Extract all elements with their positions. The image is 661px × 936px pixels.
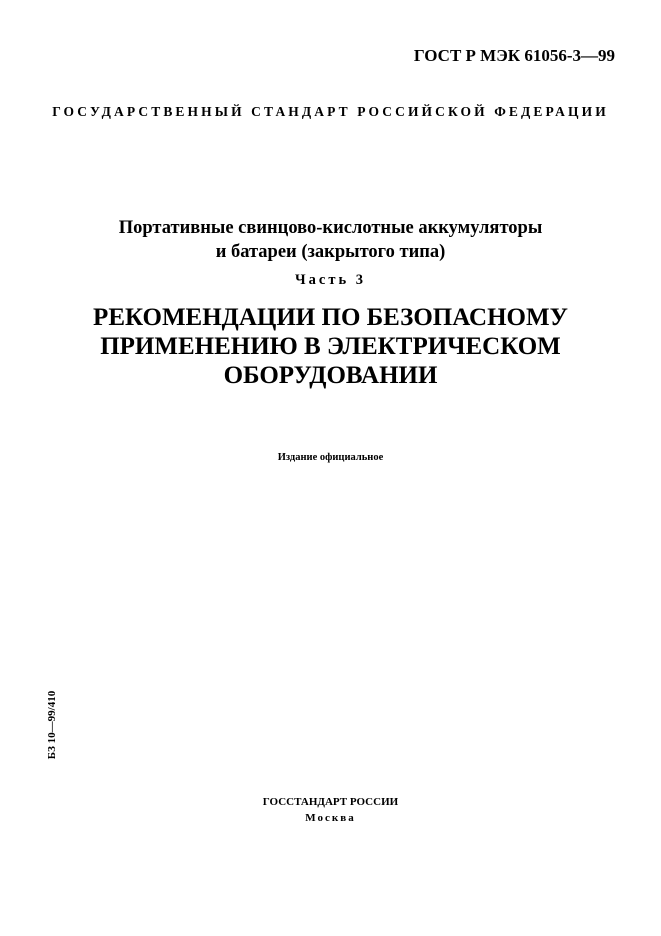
side-code: БЗ 10—99/410 xyxy=(46,690,58,760)
title-line: РЕКОМЕНДАЦИИ ПО БЕЗОПАСНОМУ xyxy=(93,304,568,331)
title-line: ОБОРУДОВАНИИ xyxy=(223,362,438,389)
standard-code: ГОСТ Р МЭК 61056-3—99 xyxy=(413,46,615,65)
title-line: ПРИМЕНЕНИЮ В ЭЛЕКТРИЧЕСКОМ xyxy=(100,333,561,360)
publisher xyxy=(0,794,661,826)
publisher-name: ГОССТАНДАРТ РОССИИ xyxy=(262,796,399,808)
organization-heading: ГОСУДАРСТВЕННЫЙ СТАНДАРТ РОССИЙСКОЙ ФЕДЕРАЦИИ xyxy=(52,104,609,119)
document-title xyxy=(0,303,661,390)
document-subtitle xyxy=(0,216,661,264)
publisher-city: Москва xyxy=(305,812,356,824)
part-label: Часть 3 xyxy=(295,272,366,288)
subtitle-line: Портативные свинцово-кислотные аккумуляторы xyxy=(118,218,543,238)
subtitle-line: и батареи (закрытого типа) xyxy=(215,242,446,262)
edition-note: Издание официальное xyxy=(277,452,384,463)
